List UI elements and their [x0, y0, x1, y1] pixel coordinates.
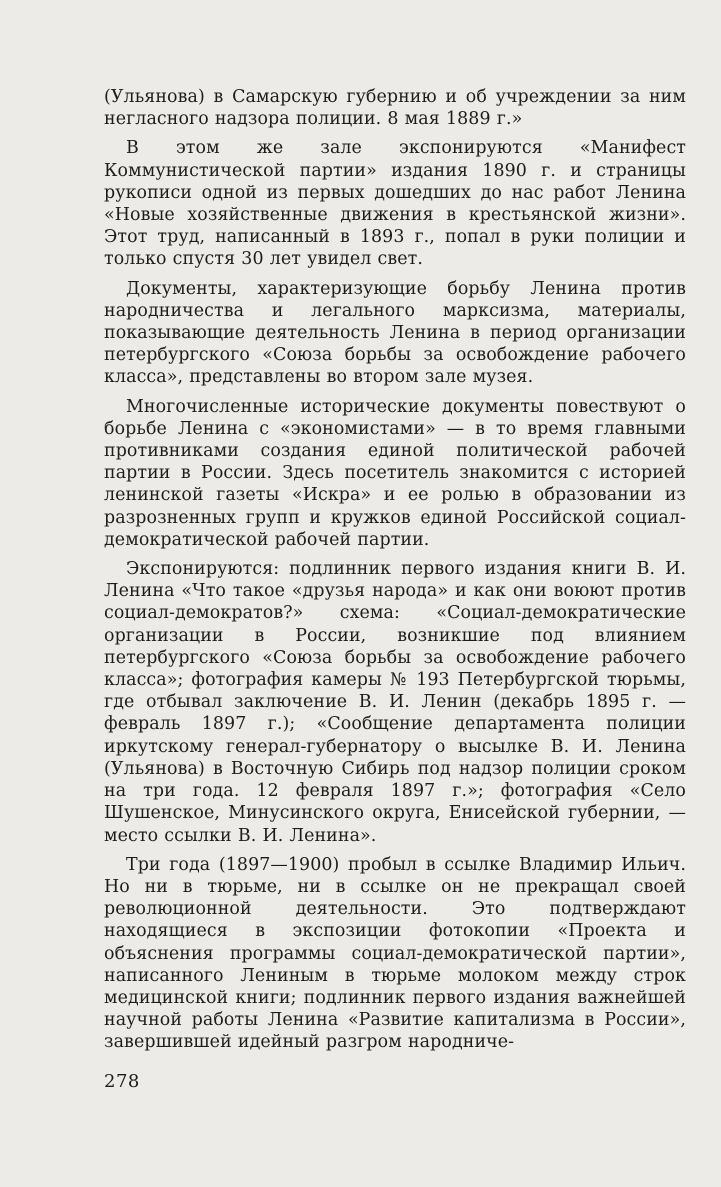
- paragraph-3: Документы, характеризующие борьбу Ленина против народничества и легального марксизма, материалы, показывающие деятельность Ленина в период организации петербургского «Союза борьбы за освобождение рабочего класса», представлены во втором зале музея.: [104, 278, 686, 388]
- page-number: 278: [104, 1071, 140, 1092]
- paragraph-2: В этом же зале экспонируются «Манифест Коммунистической партии» издания 1890 г. и страницы рукописи одной из первых дошедших до нас работ Ленина «Новые хозяйственные движения в крестьянской жизни». Этот труд, написанный в 1893 г., попал в руки полиции и только спустя 30 лет увидел свет.: [104, 138, 686, 270]
- paragraph-5: Экспонируются: подлинник первого издания книги В. И. Ленина «Что такое «друзья народа» и как они воюют против социал-демократов?» схема: «Социал-демократические организации в России, возникшие под влиянием петербургского «Союза борьбы за освобождение рабочего класса»; фотография камеры № 193 Петербургской тюрьмы, где отбывал заключение В. И. Ленин (декабрь 1895 г. — февраль 1897 г.); «Сообщение департамента полиции иркутскому генерал-губернатору о высылке В. И. Ленина (Ульянова) в Восточную Сибирь под надзор полиции сроком на три года. 12 февраля 1897 г.»; фотография «Село Шушенское, Минусинского округа, Енисейской губернии, — место ссылки В. И. Ленина».: [104, 559, 686, 846]
- paragraph-1: (Ульянова) в Самарскую губернию и об учреждении за ним негласного надзора полиции. 8 мая 1889 г.»: [104, 87, 686, 130]
- paragraph-4: Многочисленные исторические документы повествуют о борьбе Ленина с «экономистами» — в то время главными противниками создания единой политической рабочей партии в России. Здесь посетитель знакомится с историей ленинской газеты «Искра» и ее ролью в образовании из разрозненных групп и кружков единой Российской социал-демократической рабочей партии.: [104, 396, 686, 550]
- paragraph-6: Три года (1897—1900) пробыл в ссылке Владимир Ильич. Но ни в тюрьме, ни в ссылке он не прекращал своей революционной деятельности. Это подтверждают находящиеся в экспозиции фотокопии «Проекта и объяснения программы социал-демократической партии», написанного Лениным в тюрьме молоком между строк медицинской книги; подлинник первого издания важнейшей научной работы Ленина «Развитие капитализма в России», завершившей идейный разгром народниче-: [104, 854, 686, 1053]
- body-text: [104, 86, 686, 1054]
